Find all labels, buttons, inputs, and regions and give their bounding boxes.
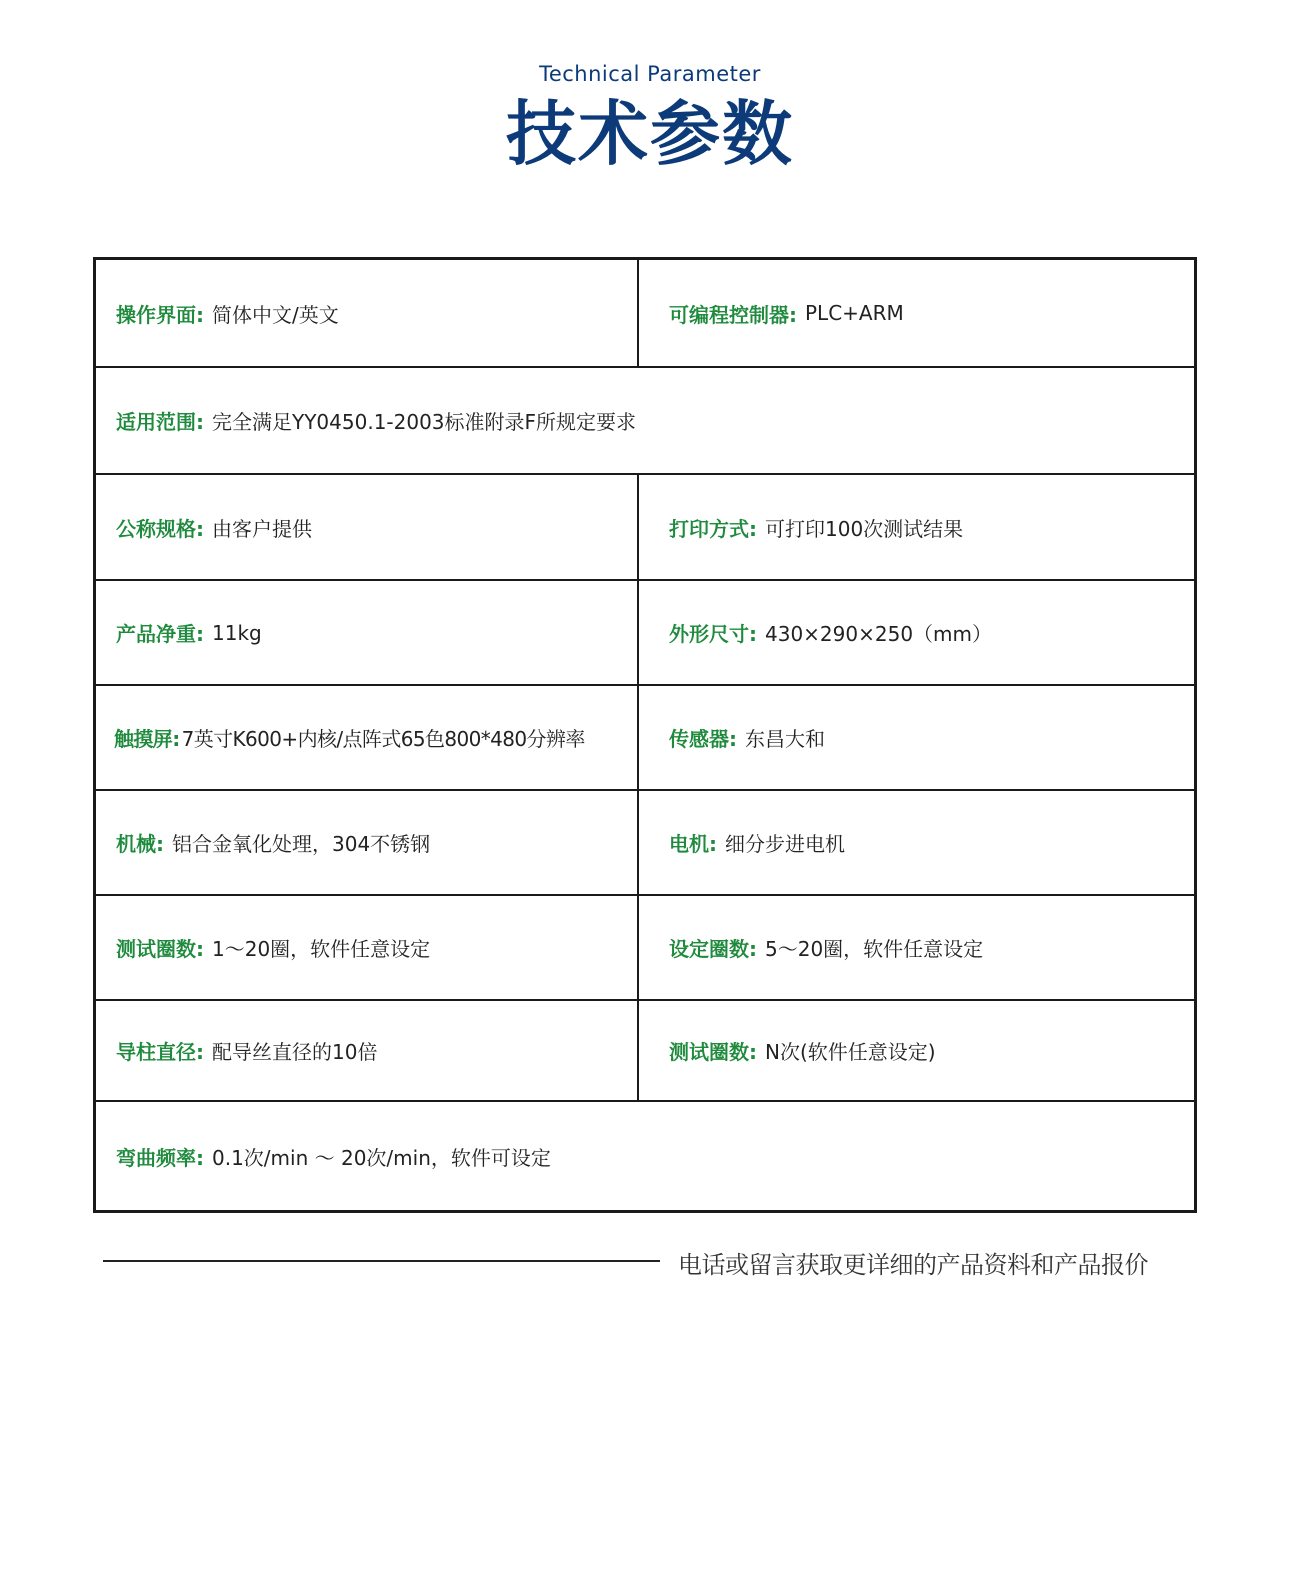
spec-label: 操作界面: (116, 302, 204, 327)
spec-value: 完全满足YY0450.1-2003标准附录F所规定要求 (212, 410, 637, 434)
spec-table (93, 257, 1197, 1213)
spec-value: 5～20圈，软件任意设定 (765, 937, 984, 961)
spec-cell (639, 1001, 1194, 1100)
spec-cell (96, 1001, 639, 1100)
spec-cell (639, 581, 1194, 684)
spec-label: 可编程控制器: (669, 302, 797, 327)
spec-cell (96, 896, 639, 999)
spec-label: 设定圈数: (669, 937, 757, 961)
spec-cell (96, 260, 639, 366)
spec-cell (96, 475, 639, 579)
spec-label: 触摸屏: (114, 727, 180, 751)
spec-row (96, 1001, 1194, 1102)
spec-row (96, 581, 1194, 686)
spec-label: 测试圈数: (669, 1040, 757, 1064)
spec-cell (639, 260, 1194, 366)
spec-row (96, 260, 1194, 368)
spec-cell (96, 791, 639, 894)
spec-value: 简体中文/英文 (212, 302, 339, 327)
spec-label: 产品净重: (116, 622, 204, 646)
spec-label: 公称规格: (116, 516, 204, 541)
spec-value: 0.1次/min ～ 20次/min，软件可设定 (212, 1145, 551, 1170)
spec-row (96, 368, 1194, 475)
spec-value: 细分步进电机 (725, 832, 845, 856)
spec-cell (96, 686, 639, 789)
spec-label: 导柱直径: (116, 1040, 204, 1064)
spec-value: 430×290×250（mm） (765, 622, 993, 646)
spec-value: N次(软件任意设定) (765, 1040, 936, 1064)
spec-label: 弯曲频率: (116, 1145, 204, 1170)
spec-value: PLC+ARM (805, 301, 904, 325)
page-subtitle: Technical Parameter (539, 62, 761, 86)
spec-value: 由客户提供 (212, 516, 312, 541)
spec-label: 传感器: (669, 727, 737, 751)
spec-label: 测试圈数: (116, 937, 204, 961)
spec-label: 打印方式: (669, 516, 757, 541)
spec-cell (639, 686, 1194, 789)
spec-cell (96, 1102, 1194, 1210)
spec-cell (639, 896, 1194, 999)
spec-value: 7英寸K600+内核/点阵式65色800*480分辨率 (181, 727, 585, 751)
spec-row (96, 475, 1194, 581)
spec-cell (96, 581, 639, 684)
spec-row (96, 791, 1194, 896)
spec-value: 11kg (212, 620, 262, 645)
spec-label: 电机: (669, 832, 717, 856)
footer-contact-text: 电话或留言获取更详细的产品资料和产品报价 (678, 1251, 1148, 1279)
spec-row (96, 896, 1194, 1001)
spec-label: 适用范围: (116, 410, 204, 434)
spec-cell (639, 475, 1194, 579)
spec-label: 机械: (116, 832, 164, 856)
spec-value: 可打印100次测试结果 (765, 516, 964, 541)
spec-value: 铝合金氧化处理，304不锈钢 (172, 832, 431, 856)
page-title: 技术参数 (506, 93, 794, 175)
spec-label: 外形尺寸: (669, 622, 757, 646)
spec-cell (639, 791, 1194, 894)
spec-cell (96, 368, 1194, 473)
spec-row (96, 1102, 1194, 1210)
spec-row (96, 686, 1194, 791)
spec-value: 1～20圈，软件任意设定 (212, 937, 431, 961)
footer-divider (103, 1260, 660, 1262)
spec-value: 配导丝直径的10倍 (212, 1040, 378, 1064)
spec-value: 东昌大和 (745, 727, 825, 751)
